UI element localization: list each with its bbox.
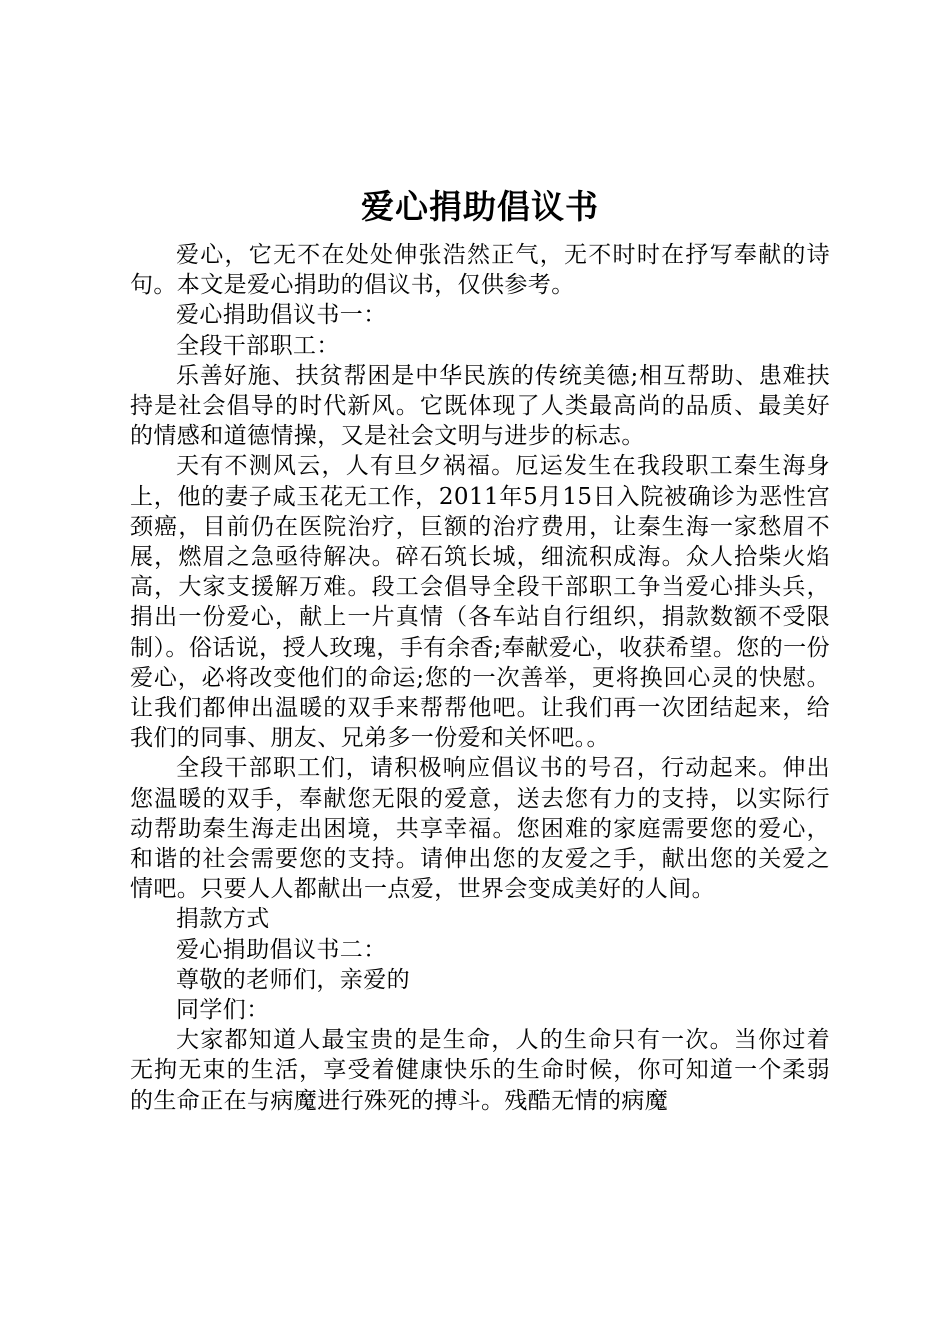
salutation-two-line-one: 尊敬的老师们，亲爱的 (176, 966, 410, 993)
document-page (130, 182, 830, 1116)
intro-paragraph: 爱心，它无不在处处伸张浩然正气，无不时时在抒写奉献的诗句。本文是爱心捐助的倡议书，仅供参考。 (130, 242, 830, 299)
section-heading-two: 爱心捐助倡议书二： (176, 936, 387, 963)
body-paragraph: 天有不测风云，人有旦夕祸福。厄运发生在我段职工秦生海身上，他的妻子咸玉花无工作，2011年5月15日入院被确诊为恶性宫颈癌，目前仍在医院治疗，巨额的治疗费用，让秦生海一家愁眉不展，燃眉之急亟待解决。碎石筑长城，细流积成海。众人拾柴火焰高，大家支援解万难。段工会倡导全段干部职工争当爱心排头兵，捐出一份爱心，献上一片真情（各车站自行组织，捐款数额不受限制）。俗话说，授人玫瑰，手有余香;奉献爱心，收获希望。您的一份爱心，必将改变他们的命运;您的一次善举，更将换回心灵的快慰。让我们都伸出温暖的双手来帮帮他吧。让我们再一次团结起来，给我们的同事、朋友、兄弟多一份爱和关怀吧。。 (130, 453, 830, 752)
donation-method-label: 捐款方式 (176, 906, 270, 933)
body-paragraph: 全段干部职工们，请积极响应倡议书的号召，行动起来。伸出您温暖的双手，奉献您无限的爱意，送去您有力的支持，以实际行动帮助秦生海走出困境，共享幸福。您困难的家庭需要您的爱心，和谐的社会需要您的支持。请伸出您的友爱之手，献出您的关爱之情吧。只要人人都献出一点爱，世界会变成美好的人间。 (130, 755, 830, 903)
body-paragraph: 乐善好施、扶贫帮困是中华民族的传统美德;相互帮助、患难扶持是社会倡导的时代新风。它既体现了人类最高尚的品质、最美好的情感和道德情操，又是社会文明与进步的标志。 (130, 362, 830, 450)
body-paragraph: 大家都知道人最宝贵的是生命，人的生命只有一次。当你过着无拘无束的生活，享受着健康快乐的生命时候，你可知道一个柔弱的生命正在与病魔进行殊死的搏斗。残酷无情的病魔 (130, 1027, 830, 1114)
salutation-two-line-two: 同学们： (176, 997, 270, 1024)
salutation-one: 全段干部职工： (176, 332, 340, 359)
document-title: 爱心捐助倡议书 (361, 187, 599, 226)
section-heading-one: 爱心捐助倡议书一： (176, 302, 387, 329)
